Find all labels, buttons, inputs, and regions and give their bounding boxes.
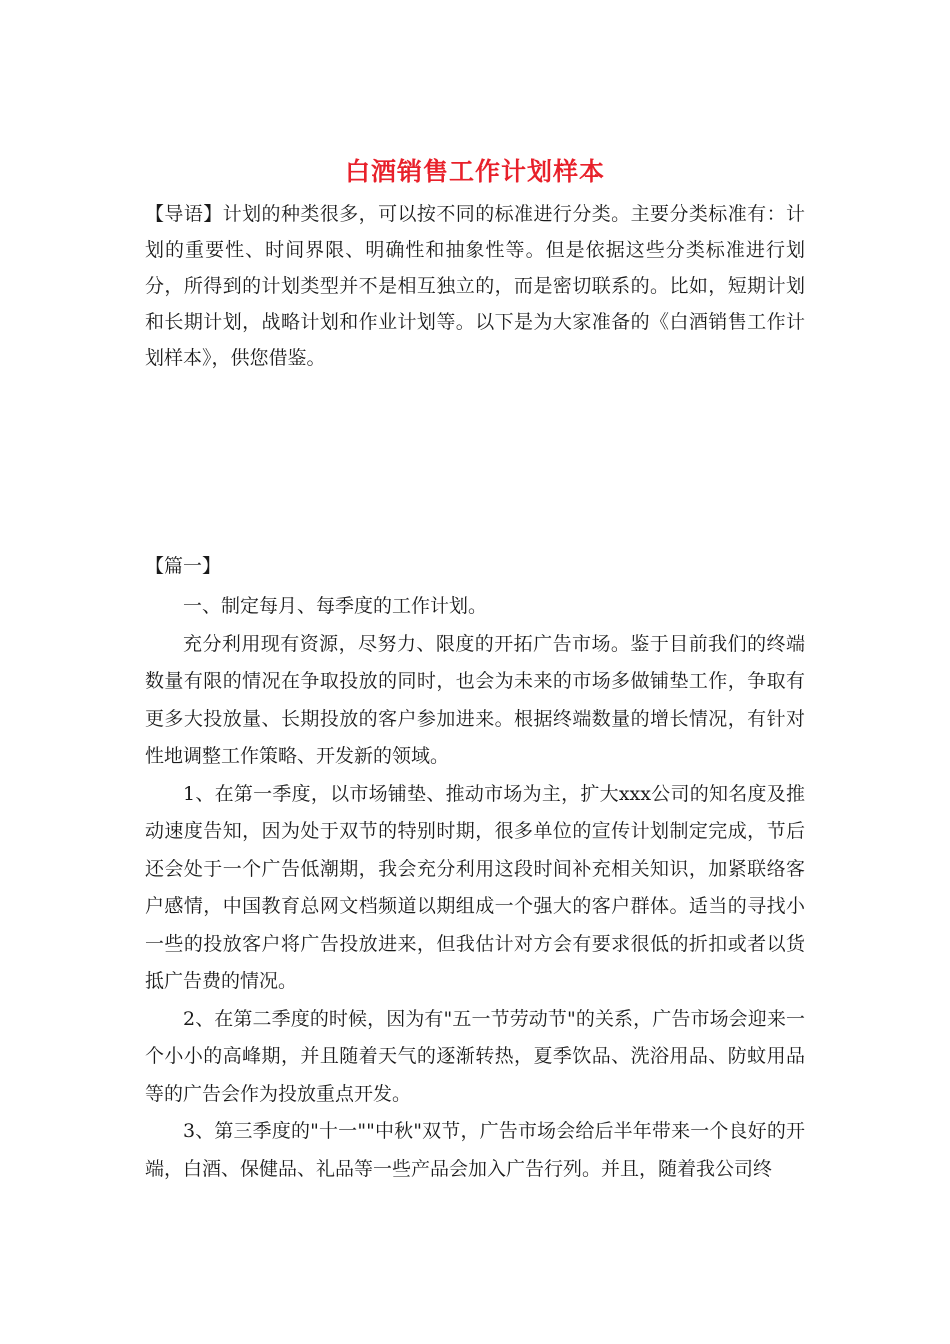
section-label: 【篇一】 — [145, 555, 222, 577]
body-paragraph: 3、第三季度的"十一""中秋"双节，广告市场会给后半年带来一个良好的开端，白酒、保健品、礼品等一些产品会加入广告行列。并且，随着我公司终 — [145, 1120, 805, 1180]
body-text — [145, 588, 805, 1188]
intro-paragraph: 【导语】计划的种类很多，可以按不同的标准进行分类。主要分类标准有：计划的重要性、时间界限、明确性和抽象性等。但是依据这些分类标准进行划分，所得到的计划类型并不是相互独立的，而是密切联系的。比如，短期计划和长期计划，战略计划和作业计划等。以下是为大家准备的《白酒销售工作计划样本》，供您借鉴。 — [145, 203, 805, 369]
document-title: 白酒销售工作计划样本 — [344, 157, 605, 186]
body-paragraph: 2、在第二季度的时候，因为有"五一节劳动节"的关系，广告市场会迎来一个小小的高峰期，并且随着天气的逐渐转热，夏季饮品、洗浴用品、防蚊用品等的广告会作为投放重点开发。 — [145, 1007, 805, 1105]
body-paragraph: 充分利用现有资源，尽努力、限度的开拓广告市场。鉴于目前我们的终端数量有限的情况在争取投放的同时，也会为未来的市场多做铺垫工作，争取有更多大投放量、长期投放的客户参加进来。根据终端数量的增长情况，有针对性地调整工作策略、开发新的领域。 — [145, 632, 805, 767]
body-paragraph: 1、在第一季度，以市场铺垫、推动市场为主，扩大xxx公司的知名度及推动速度告知，因为处于双节的特别时期，很多单位的宣传计划制定完成，节后还会处于一个广告低潮期，我会充分利用这段时间补充相关知识，加紧联络客户感情，中国教育总网文档频道以期组成一个强大的客户群体。适当的寻找小一些的投放客户将广告投放进来，但我估计对方会有要求很低的折扣或者以货抵广告费的情况。 — [145, 782, 805, 992]
paragraph-heading-1: 一、制定每月、每季度的工作计划。 — [183, 595, 488, 617]
